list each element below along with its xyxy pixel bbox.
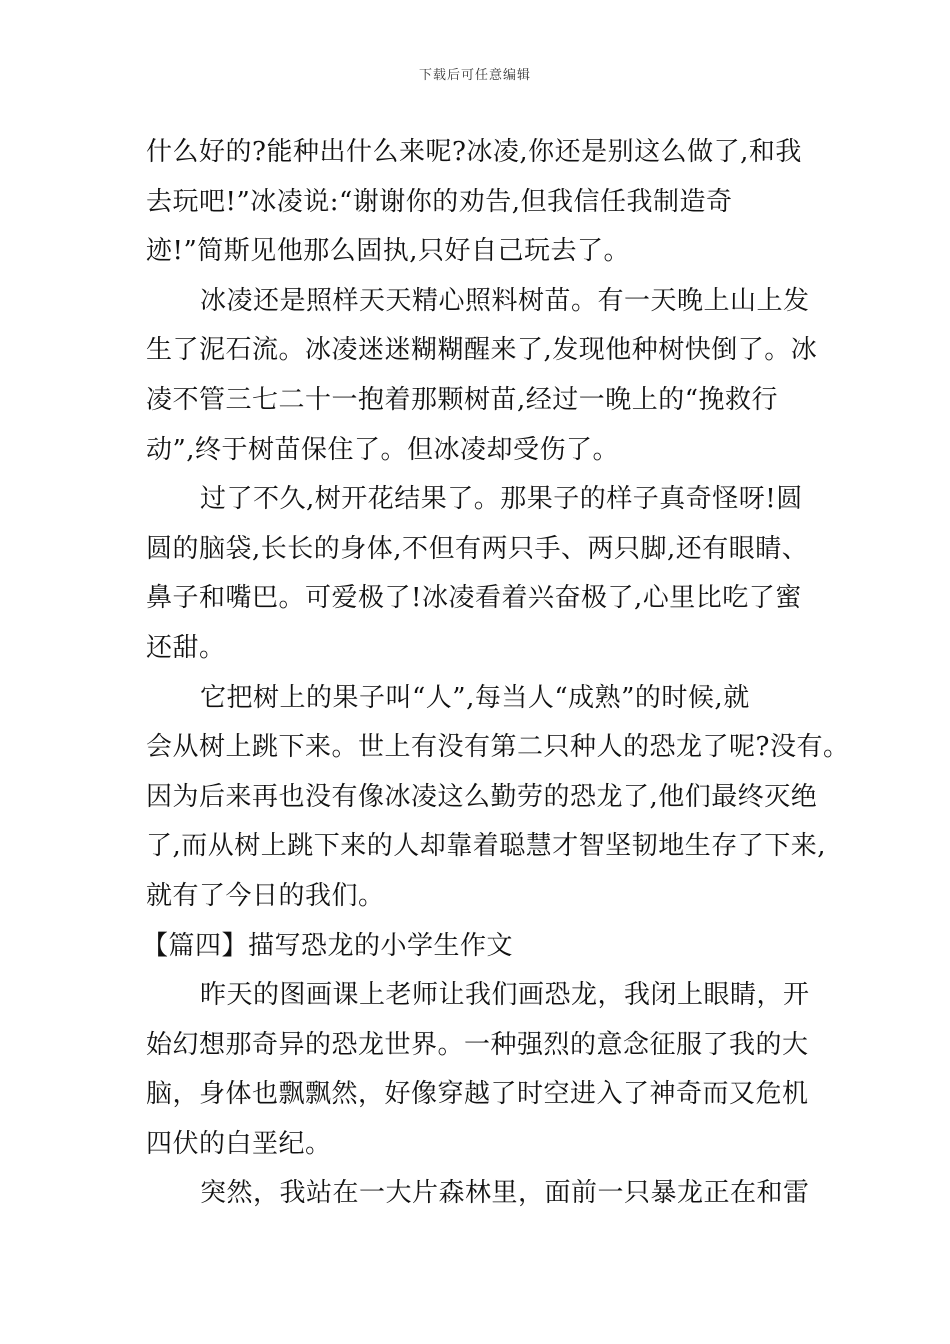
section-heading: 【篇四】描写恐龙的小学生作文 bbox=[142, 930, 514, 961]
text-line: 动”,终于树苗保住了。但冰凌却受伤了。 bbox=[146, 434, 620, 465]
text-line: 冰凌还是照样天天精心照料树苗。有一天晚上山上发 bbox=[200, 285, 810, 316]
page-header: 下载后可任意编辑 bbox=[418, 68, 531, 83]
text-line: 圆的脑袋,长长的身体,不但有两只手、两只脚,还有眼睛、 bbox=[146, 533, 809, 564]
text-line: 始幻想那奇异的恐龙世界。一种强烈的意念征服了我的大 bbox=[146, 1029, 809, 1060]
text-line: 它把树上的果子叫“人”,每当人“成熟”的时候,就 bbox=[200, 682, 750, 713]
text-line: 过了不久,树开花结果了。那果子的样子真奇怪呀!圆 bbox=[200, 484, 803, 515]
text-line: 脑，身体也飘飘然，好像穿越了时空进入了神奇而又危机 bbox=[146, 1079, 809, 1110]
text-line: 什么好的?能种出什么来呢?冰凌,你还是别这么做了,和我 bbox=[146, 137, 802, 167]
text-line: 还甜。 bbox=[146, 632, 226, 663]
text-line: 昨天的图画课上老师让我们画恐龙，我闭上眼睛，开 bbox=[200, 980, 810, 1011]
text-line: 了,而从树上跳下来的人却靠着聪慧才智坚韧地生存了下来, bbox=[146, 831, 827, 862]
text-line: 生了泥石流。冰凌迷迷糊糊醒来了,发现他种树快倒了。冰 bbox=[146, 335, 818, 366]
text-line: 鼻子和嘴巴。可爱极了!冰凌看着兴奋极了,心里比吃了蜜 bbox=[146, 583, 802, 614]
text-line: 凌不管三七二十一抱着那颗树苗,经过一晚上的“挽救行 bbox=[146, 384, 779, 415]
text-line: 四伏的白垩纪。 bbox=[146, 1128, 332, 1159]
text-line: 就有了今日的我们。 bbox=[146, 880, 385, 911]
text-line: 因为后来再也没有像冰凌这么勤劳的恐龙了,他们最终灭绝 bbox=[146, 781, 818, 812]
text-line: 突然，我站在一大片森林里，面前一只暴龙正在和雷 bbox=[200, 1178, 810, 1209]
document-body bbox=[142, 128, 850, 1219]
text-line: 迹!”简斯见他那么固执,只好自己玩去了。 bbox=[146, 236, 631, 267]
text-line: 会从树上跳下来。世上有没有第二只种人的恐龙了呢?没有。 bbox=[146, 732, 850, 763]
text-line: 去玩吧!”冰凌说:“谢谢你的劝告,但我信任我制造奇 bbox=[146, 186, 733, 217]
